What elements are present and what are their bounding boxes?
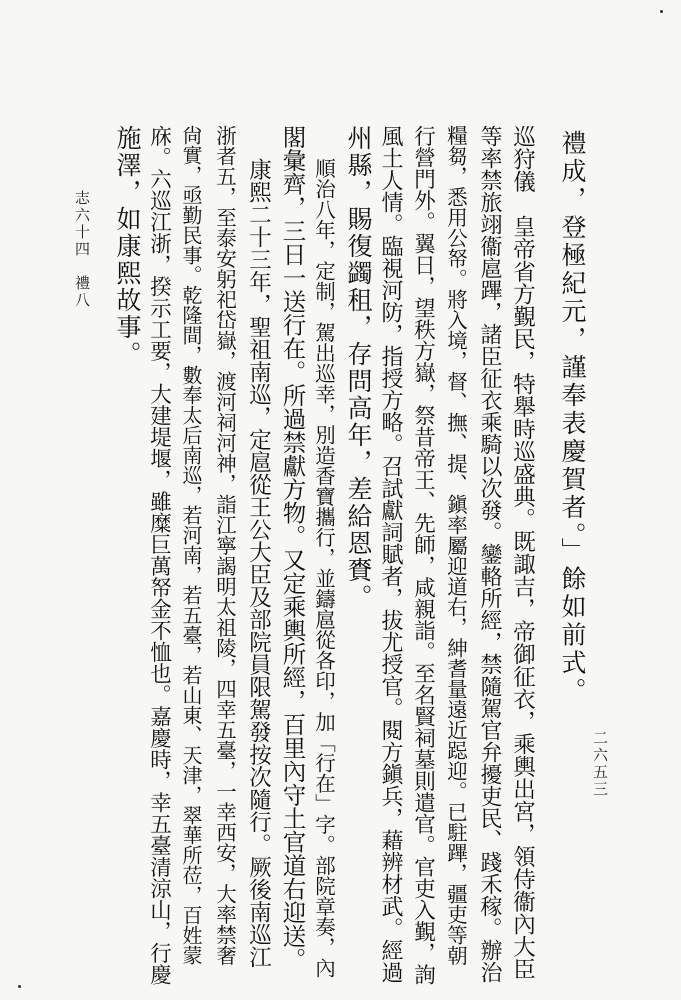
text-column-8: 順治八年，定制，駕出巡幸，別造香寶攜行，並鑄扈從各印，加「行在」字。部院章奏，內 <box>311 158 336 978</box>
text-column-14: 施澤，如康熙故事。 <box>113 125 142 368</box>
speck <box>18 985 21 988</box>
footer-chapter: 志六十四 禮八 <box>73 190 91 309</box>
text-column-1: 禮成，登極紀元，謹奉表慶賀者。」餘如前式。 <box>558 130 587 706</box>
speck <box>660 10 663 13</box>
text-column-3: 等率禁旅翊衞扈蹕，諸臣征衣乘騎以次發。鑾輅所經，禁隨駕官弁擾吏民、踐禾稼。辦治 <box>477 125 502 983</box>
text-column-2: 巡狩儀 皇帝省方覲民，特舉時巡盛典。既諏吉，帝御征衣，乘輿出宮，領侍衞內大臣 <box>509 125 536 980</box>
text-column-7: 州縣，賜復蠲租，存問高年，差給恩賚。 <box>344 125 373 611</box>
text-column-10: 康熙二十三年，聖祖南巡，定扈從王公大臣及部院員限駕發按次隨行。厥後南巡江 <box>245 158 272 968</box>
text-column-9: 閣彙齊，三日一送行在。所過禁獻方物。又定乘輿所經，百里內守土官道右迎送。 <box>278 125 307 971</box>
text-column-5: 行營門外。翼日，望秩方嶽，祭昔帝王、先師，咸親詣。至名賢祠墓則遣官。官吏入覲，詢 <box>410 125 436 985</box>
text-column-12: 尙實，亟勤民事。乾隆間，數奉太后南巡，若河南，若五臺，若山東、天津，翠華所莅，百姓蒙 <box>179 125 203 965</box>
text-column-11: 浙者五，至泰安躬祀岱嶽，渡河祠河神，詣江寧謁明太祖陵，四幸五臺，一幸西安，大率禁奢 <box>212 125 237 966</box>
text-column-6: 風土人情。臨視河防，指授方略。召試獻詞賦者，拔尤授官。閱方鎭兵，藉辨材武。經過 <box>378 125 403 983</box>
page-number: 二六五三 <box>591 730 609 798</box>
text-column-13: 庥。六巡江浙，揆示工要，大建堤堰，雖糜巨萬帑金不恤也。嘉慶時，幸五臺清涼山，行慶 <box>146 125 172 985</box>
text-column-4: 糧芻，悉用公帑。將入境，督、撫、提、鎭率屬迎道右，紳耆量遠近跽迎。已駐蹕，疆吏等朝 <box>443 125 468 966</box>
